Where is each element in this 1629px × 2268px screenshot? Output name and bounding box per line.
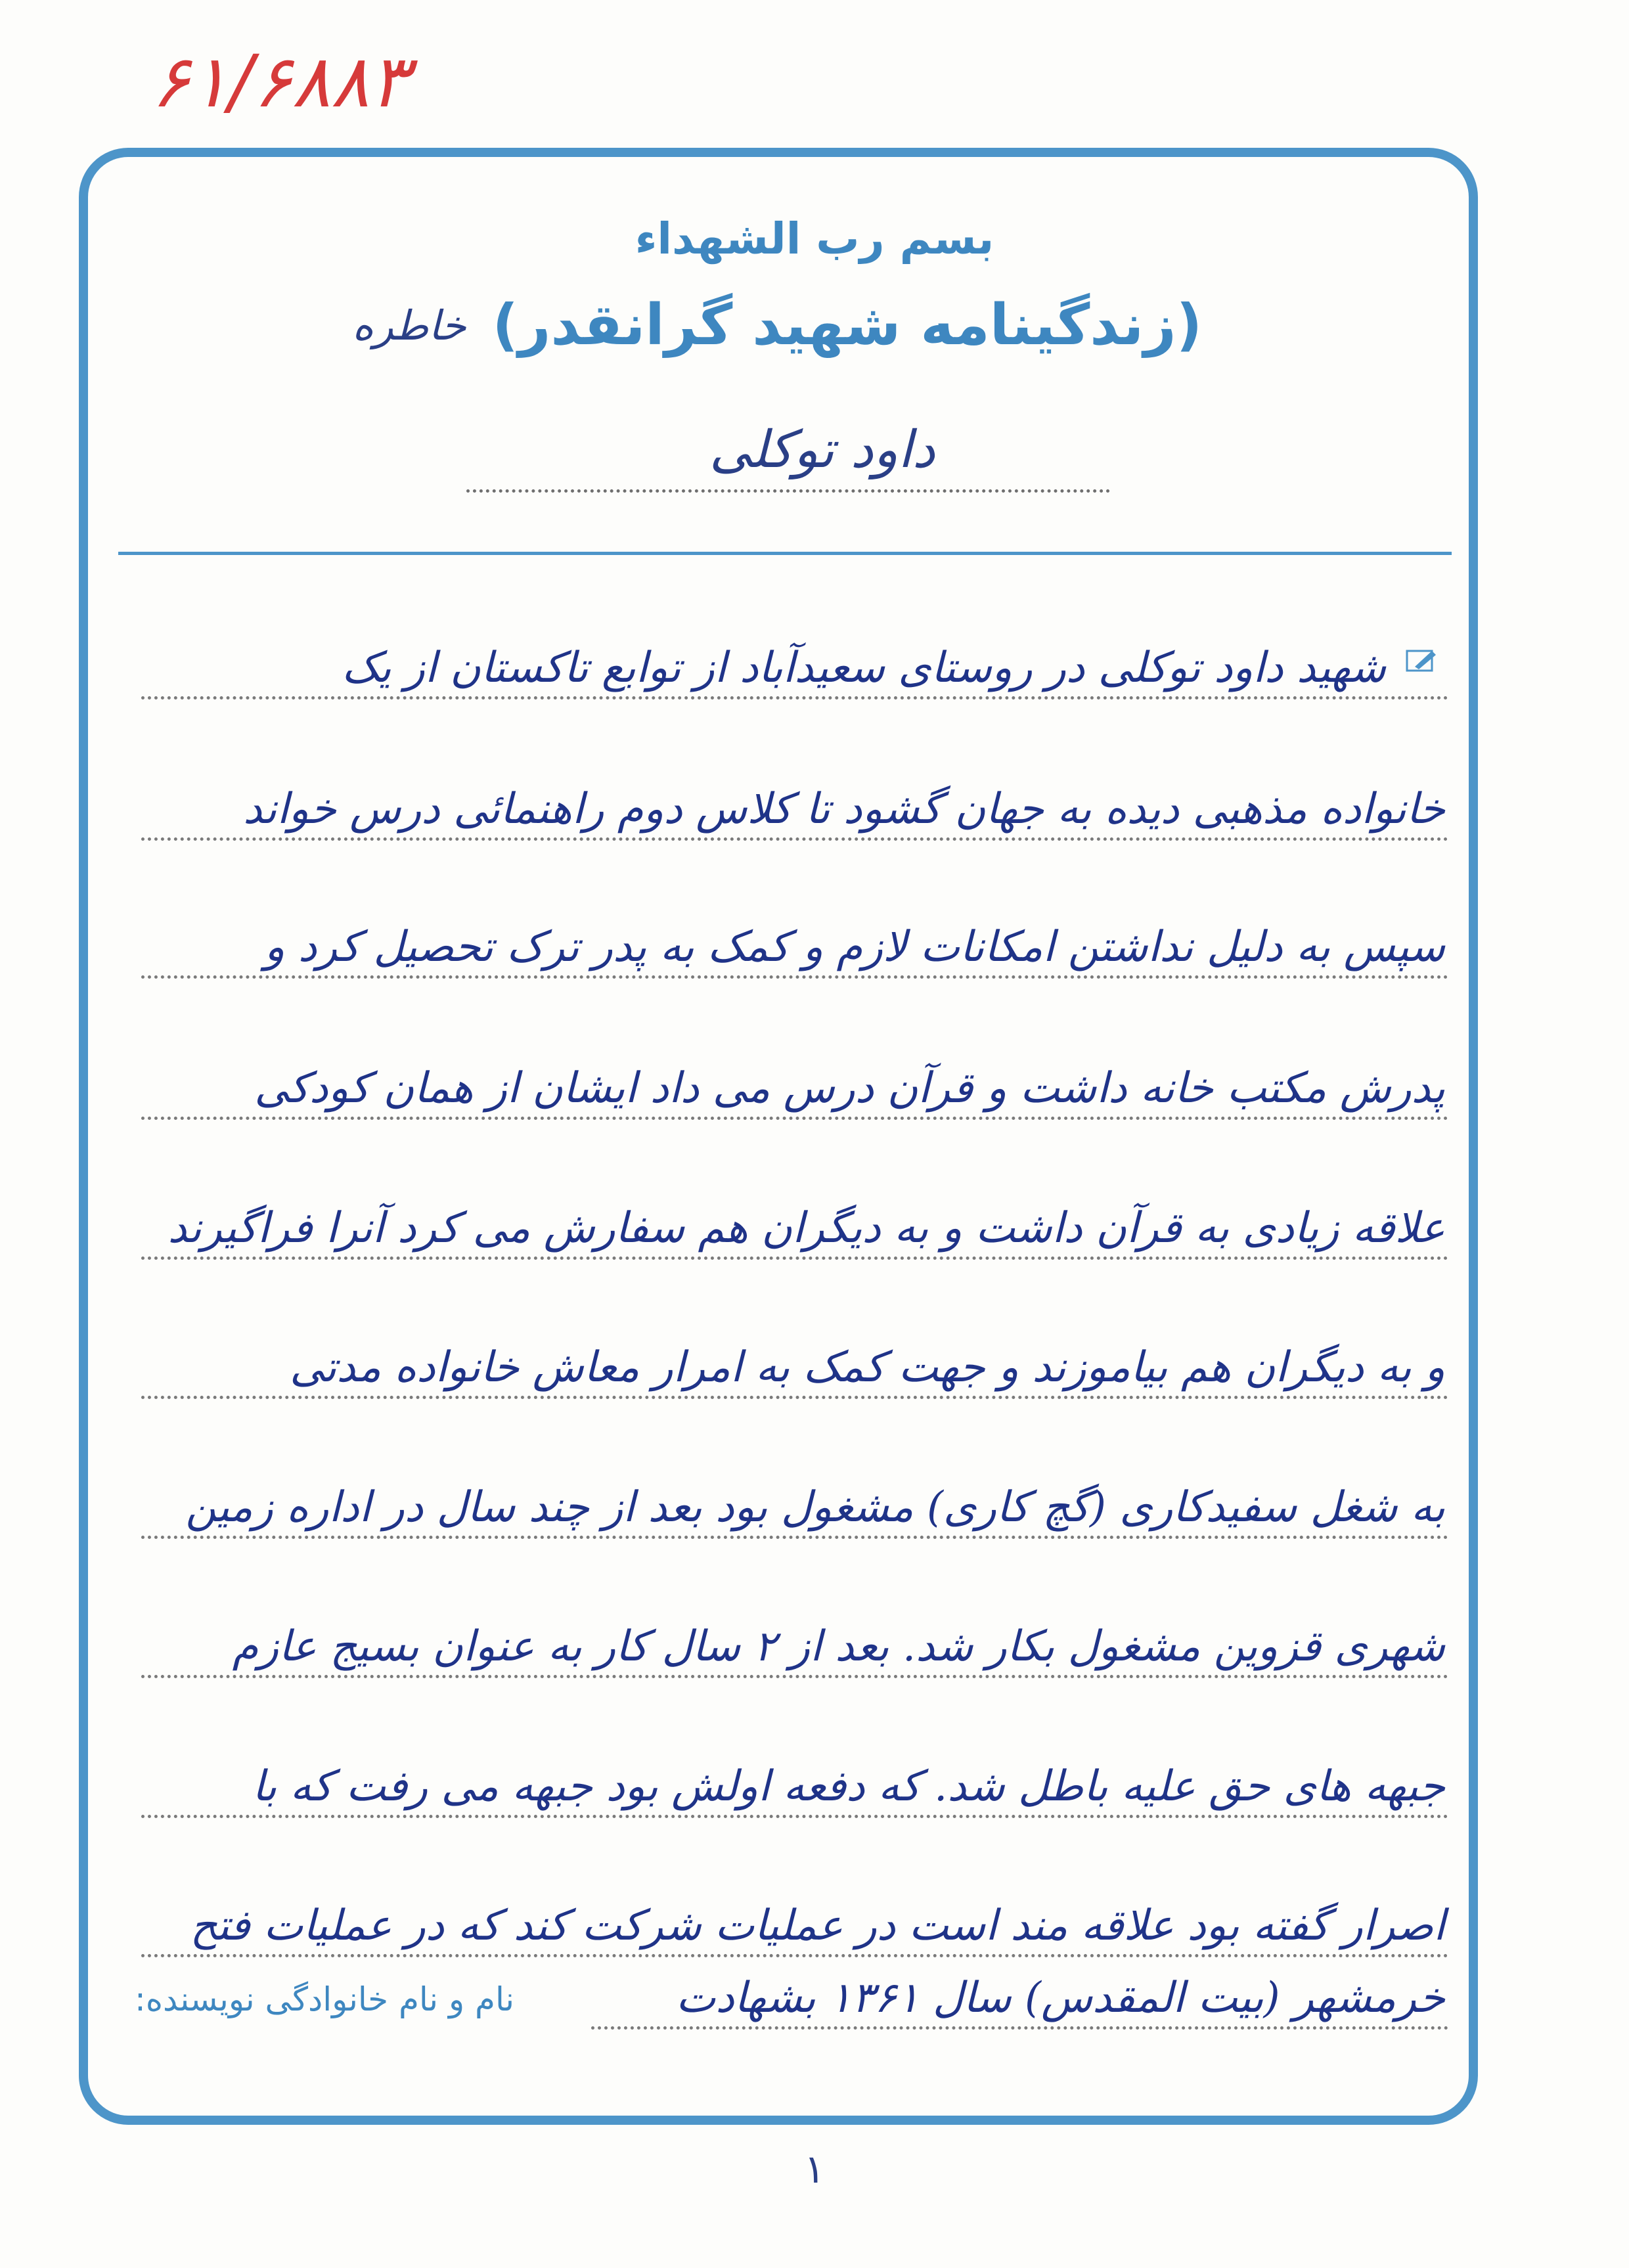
biography-title: (زندگینامه شهید گرانقدر) (492, 292, 1202, 358)
header-separator (118, 552, 1452, 555)
body-line: شهید داود توکلی در روستای سعیدآباد از توابع تاکستان از یک (342, 644, 1386, 692)
ruled-line (141, 1812, 1448, 1818)
title-row (250, 292, 1202, 358)
page-number: ۱ (803, 2146, 826, 2192)
ruled-line (591, 2023, 1448, 2030)
body-line: پدرش مکتب خانه داشت و قرآن درس می داد ایشان از همان کودکی (254, 1064, 1445, 1113)
body-line: جبهه های حق علیه باطل شد. که دفعه اولش بود جبهه می رفت که با (252, 1762, 1445, 1811)
body-line: علاقه زیادی به قرآن داشت و به دیگران هم سفارش می کرد آنرا فراگیرند (167, 1204, 1445, 1253)
ruled-line (141, 1672, 1448, 1678)
body-line: خانواده مذهبی دیده به جهان گشود تا کلاس دوم راهنمائی درس خواند (243, 785, 1445, 834)
document-id-stamp: ۶۱/۶۸۸۳ (151, 39, 409, 123)
name-dotted-line (466, 489, 1110, 493)
body-line: خرمشهر (بیت المقدس) سال ۱۳۶۱ بشهادت (676, 1974, 1445, 2022)
ruled-line (141, 1113, 1448, 1120)
ruled-line (141, 834, 1448, 841)
bismillah-heading: بسم رب الشهداء (635, 213, 994, 264)
title-suffix-handwritten: خاطره (352, 301, 466, 349)
author-name-label: نام و نام خانوادگی نویسنده: (135, 1980, 515, 2018)
ruled-line (141, 693, 1448, 700)
ruled-line (141, 1951, 1448, 1957)
body-line: اصرار گفته بود علاقه مند است در عملیات شرکت کند که در عملیات فتح (190, 1901, 1445, 1950)
martyr-name-handwritten: داود توکلی (709, 420, 935, 479)
body-line: سپس به دلیل نداشتن امکانات لازم و کمک به پدر ترک تحصیل کرد و (264, 923, 1445, 971)
body-line: و به دیگران هم بیاموزند و جهت کمک به امرار معاش خانواده مدتی (290, 1343, 1445, 1392)
ruled-line (141, 1253, 1448, 1260)
body-line: به شغل سفیدکاری (گچ کاری) مشغول بود بعد از چند سال در اداره زمین (185, 1483, 1445, 1532)
ruled-line (141, 972, 1448, 979)
pencil-icon (1406, 647, 1439, 673)
ruled-line (141, 1392, 1448, 1399)
ruled-line (141, 1532, 1448, 1539)
body-line: شهری قزوین مشغول بکار شد. بعد از ۲ سال کار به عنوان بسیج عازم (232, 1622, 1445, 1671)
